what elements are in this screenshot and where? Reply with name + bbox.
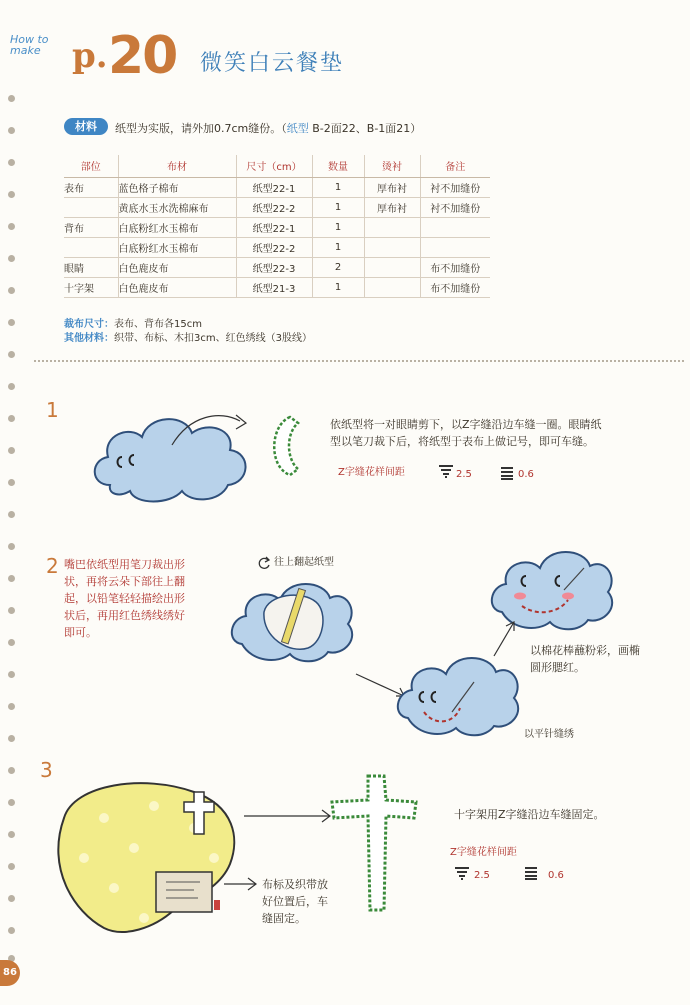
col-header: 烫衬 [364, 155, 420, 177]
page-prefix: p. [72, 36, 108, 76]
cell-interlining [364, 237, 420, 257]
blush-left [514, 593, 526, 600]
page-number: 86 [0, 960, 20, 986]
cell-qty: 1 [312, 197, 364, 217]
polka-dot [99, 813, 109, 823]
col-header: 尺寸（cm） [236, 155, 312, 177]
polka-dot [139, 913, 149, 923]
section-divider [34, 360, 684, 362]
table-row [64, 257, 490, 277]
cell-part: 表布 [64, 177, 118, 197]
cloud-shape [398, 658, 518, 735]
step-3-length-value: 0.6 [548, 870, 564, 881]
binding-dots [6, 95, 20, 975]
polka-dot [109, 883, 119, 893]
cell-size: 纸型22-2 [236, 197, 312, 217]
blush-line: 以棉花棒蘸粉彩，画椭 [530, 644, 640, 657]
step-2-number: 2 [46, 554, 59, 578]
materials-intro-text: 纸型为实版，请外加0.7cm缝份。（ [115, 122, 287, 135]
step-2-line: 嘴巴依纸型用笔刀裁出形 [64, 558, 185, 571]
step-3-text: 十字架用Z字缝沿边车缝固定。 [454, 808, 605, 821]
fold-rotate-icon [256, 556, 272, 570]
ribbon-tag [214, 900, 220, 910]
label-note-line: 缝固定。 [262, 912, 306, 925]
polka-dot [129, 843, 139, 853]
arrow-to-cross [240, 800, 340, 830]
cell-qty: 2 [312, 257, 364, 277]
cell-part [64, 197, 118, 217]
cell-size: 纸型21-3 [236, 277, 312, 297]
cell-note [420, 237, 490, 257]
cell-interlining: 厚布衬 [364, 197, 420, 217]
zigzag-width-icon [454, 866, 470, 880]
step-1-number: 1 [46, 398, 59, 422]
materials-table [64, 155, 490, 298]
step-2-line: 起，以铅笔轻轻描绘出形 [64, 592, 185, 605]
cell-fabric: 白色鹿皮布 [118, 277, 236, 297]
cell-fabric: 白色鹿皮布 [118, 257, 236, 277]
cell-note: 衬不加缝份 [420, 177, 490, 197]
cell-fabric: 白底粉红水玉棉布 [118, 217, 236, 237]
other-materials-label: 其他材料： [64, 333, 114, 344]
table-row [64, 237, 490, 257]
materials-notes [64, 318, 312, 346]
blush-right [562, 593, 574, 600]
col-header: 部位 [64, 155, 118, 177]
table-row [64, 277, 490, 297]
arrow-to-blush-cloud [492, 618, 522, 658]
label-note [262, 876, 346, 927]
table-row [64, 177, 490, 197]
page-title: 微笑白云餐垫 [200, 51, 345, 76]
cell-interlining [364, 257, 420, 277]
cell-interlining [364, 217, 420, 237]
arrow-to-label [222, 874, 262, 894]
blush-note [530, 642, 680, 676]
cell-part: 十字架 [64, 277, 118, 297]
arrow-head [236, 415, 246, 429]
cell-qty: 1 [312, 277, 364, 297]
cell-fabric: 白底粉红水玉棉布 [118, 237, 236, 257]
how-to-make-label: How to make [10, 33, 49, 57]
cell-interlining: 厚布衬 [364, 177, 420, 197]
step-1-line: 型以笔刀裁下后，将纸型于表布上做记号，即可车缝。 [330, 435, 594, 448]
step-2-line: 状后，再用红色绣线绣好 [64, 609, 185, 622]
step-3-zigzag-label: Z字缝花样间距 [450, 847, 517, 858]
cell-interlining [364, 277, 420, 297]
cell-note: 衬不加缝份 [420, 197, 490, 217]
cut-size-line [64, 318, 312, 332]
eye-piece [274, 417, 298, 475]
materials-intro [115, 120, 421, 136]
step-1-illustration [90, 405, 330, 515]
col-header: 布材 [118, 155, 236, 177]
cell-note: 布不加缝份 [420, 257, 490, 277]
table-row [64, 197, 490, 217]
step-1-zigzag-label: Z字缝花样间距 [338, 467, 405, 478]
zigzag-width-icon [438, 464, 454, 478]
page-reference: 20 [108, 26, 177, 86]
polka-dot [79, 853, 89, 863]
step-1-text [330, 416, 670, 450]
step-3-placemat-illustration [44, 778, 254, 938]
cell-note: 布不加缝份 [420, 277, 490, 297]
cut-size-value: 表布、背布各15cm [114, 319, 202, 330]
pattern-ref: B-2面22、B-1面21） [312, 122, 422, 135]
blush-line: 圆形腮红。 [530, 661, 585, 674]
step-2-line: 状，再将云朵下部往上翻 [64, 575, 185, 588]
fabric-label [156, 872, 212, 912]
cell-size: 纸型22-2 [236, 237, 312, 257]
zigzag-length-icon [500, 466, 514, 480]
cell-qty: 1 [312, 177, 364, 197]
col-header: 备注 [420, 155, 490, 177]
cell-part: 背布 [64, 217, 118, 237]
table-header-row [64, 155, 490, 177]
other-materials-line [64, 332, 312, 346]
step-2-line: 即可。 [64, 626, 97, 639]
other-materials-value: 织带、布标、木扣3cm、红色绣线（3股线） [114, 333, 312, 344]
cell-part: 眼睛 [64, 257, 118, 277]
materials-badge: 材料 [64, 118, 108, 135]
step-1-length-value: 0.6 [518, 469, 534, 480]
col-header: 数量 [312, 155, 364, 177]
cell-part [64, 237, 118, 257]
polka-dot [209, 853, 219, 863]
step-2-text [64, 556, 224, 641]
label-note-line: 好位置后，车 [262, 895, 328, 908]
fold-label: 往上翻起纸型 [274, 557, 334, 568]
cell-qty: 1 [312, 237, 364, 257]
step-3-number: 3 [40, 758, 53, 782]
pattern-label: 纸型 [286, 122, 309, 135]
step-2-stitched-cloud [394, 648, 524, 743]
cell-fabric: 黄底水玉水洗棉麻布 [118, 197, 236, 217]
label-note-line: 布标及织带放 [262, 878, 328, 891]
table-row [64, 217, 490, 237]
step-1-line: 依纸型将一对眼睛剪下，以Z字缝沿边车缝一圈。眼睛纸 [330, 418, 602, 431]
cell-size: 纸型22-1 [236, 217, 312, 237]
step-2-fold-illustration [228, 572, 358, 667]
cell-size: 纸型22-1 [236, 177, 312, 197]
cut-size-label: 裁布尺寸： [64, 319, 114, 330]
cell-size: 纸型22-3 [236, 257, 312, 277]
stitch-note: 以平针缝绣 [524, 729, 574, 740]
zigzag-length-icon [524, 866, 538, 880]
step-1-width-value: 2.5 [456, 469, 472, 480]
step-3-width-value: 2.5 [474, 870, 490, 881]
cell-note [420, 217, 490, 237]
cell-fabric: 蓝色格子棉布 [118, 177, 236, 197]
cell-qty: 1 [312, 217, 364, 237]
polka-dot [149, 801, 159, 811]
